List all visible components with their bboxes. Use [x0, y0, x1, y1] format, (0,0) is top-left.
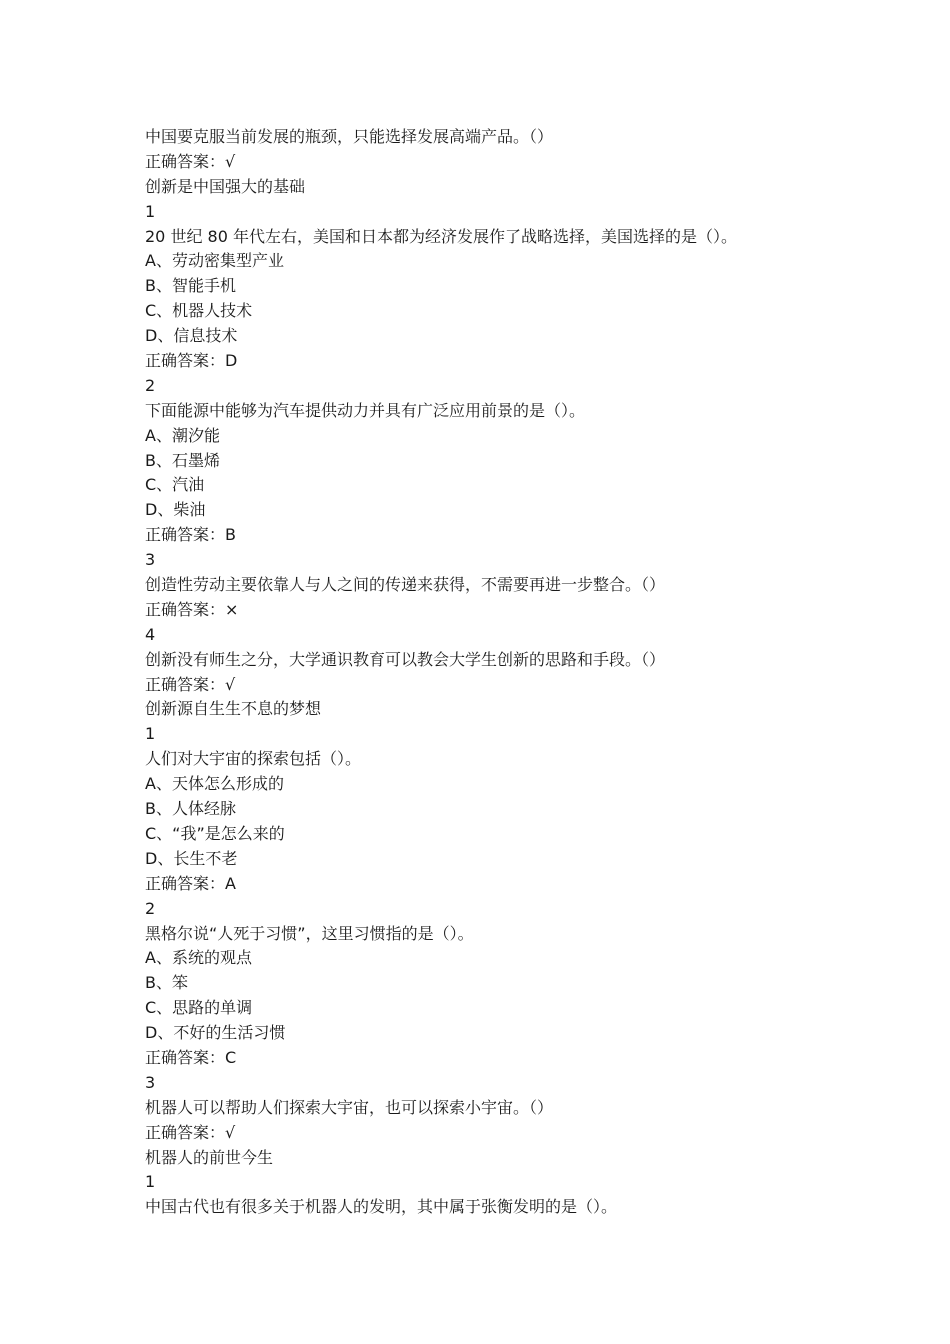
- correct-answer: 正确答案：D: [145, 351, 238, 371]
- question-number: 1: [145, 724, 156, 744]
- question-text: 创造性劳动主要依靠人与人之间的传递来获得，不需要再进一步整合。（）: [145, 575, 666, 595]
- question-number: 1: [145, 201, 156, 221]
- question-number: 3: [145, 550, 156, 570]
- document-body: [145, 125, 925, 1220]
- correct-answer: 正确答案：×: [145, 599, 239, 619]
- option-b: B、智能手机: [145, 276, 236, 296]
- question-number: 2: [145, 375, 156, 395]
- question-number: 1: [145, 1172, 156, 1192]
- question-text: 黑格尔说“人死于习惯”，这里习惯指的是（）。: [145, 923, 474, 943]
- option-a: A、劳动密集型产业: [145, 251, 284, 271]
- question-text: 下面能源中能够为汽车提供动力并具有广泛应用前景的是（）。: [145, 400, 586, 420]
- section-heading: 机器人的前世今生: [145, 1147, 274, 1167]
- option-a: A、天体怎么形成的: [145, 774, 284, 794]
- option-d: D、柴油: [145, 500, 206, 520]
- question-text: 20 世纪 80 年代左右，美国和日本都为经济发展作了战略选择，美国选择的是（）。: [145, 226, 737, 246]
- option-b: B、笨: [145, 973, 188, 993]
- option-c: C、“我”是怎么来的: [145, 823, 285, 843]
- option-d: D、不好的生活习惯: [145, 1023, 286, 1043]
- question-statement: 中国要克服当前发展的瓶颈，只能选择发展高端产品。（）: [145, 127, 554, 146]
- section-heading: 创新源自生生不息的梦想: [145, 699, 322, 719]
- correct-answer: 正确答案：√: [145, 1122, 236, 1142]
- correct-answer: 正确答案：√: [145, 151, 236, 171]
- correct-answer: 正确答案：C: [145, 1047, 237, 1067]
- option-c: C、机器人技术: [145, 301, 253, 321]
- option-d: D、信息技术: [145, 326, 238, 346]
- option-b: B、人体经脉: [145, 799, 236, 819]
- option-c: C、汽油: [145, 475, 205, 495]
- question-number: 3: [145, 1072, 156, 1092]
- section-heading: 创新是中国强大的基础: [145, 176, 306, 196]
- correct-answer: 正确答案：√: [145, 674, 236, 694]
- option-a: A、潮汐能: [145, 425, 220, 445]
- question-text: 机器人可以帮助人们探索大宇宙，也可以探索小宇宙。（）: [145, 1097, 554, 1117]
- option-a: A、系统的观点: [145, 948, 252, 968]
- question-number: 2: [145, 898, 156, 918]
- question-text: 创新没有师生之分，大学通识教育可以教会大学生创新的思路和手段。（）: [145, 649, 666, 669]
- question-text: 人们对大宇宙的探索包括（）。: [145, 749, 362, 769]
- option-d: D、长生不老: [145, 848, 238, 868]
- correct-answer: 正确答案：A: [145, 873, 236, 893]
- option-c: C、思路的单调: [145, 998, 253, 1018]
- option-b: B、石墨烯: [145, 450, 220, 470]
- correct-answer: 正确答案：B: [145, 525, 236, 545]
- question-text: 中国古代也有很多关于机器人的发明，其中属于张衡发明的是（）。: [145, 1197, 618, 1217]
- question-number: 4: [145, 624, 156, 644]
